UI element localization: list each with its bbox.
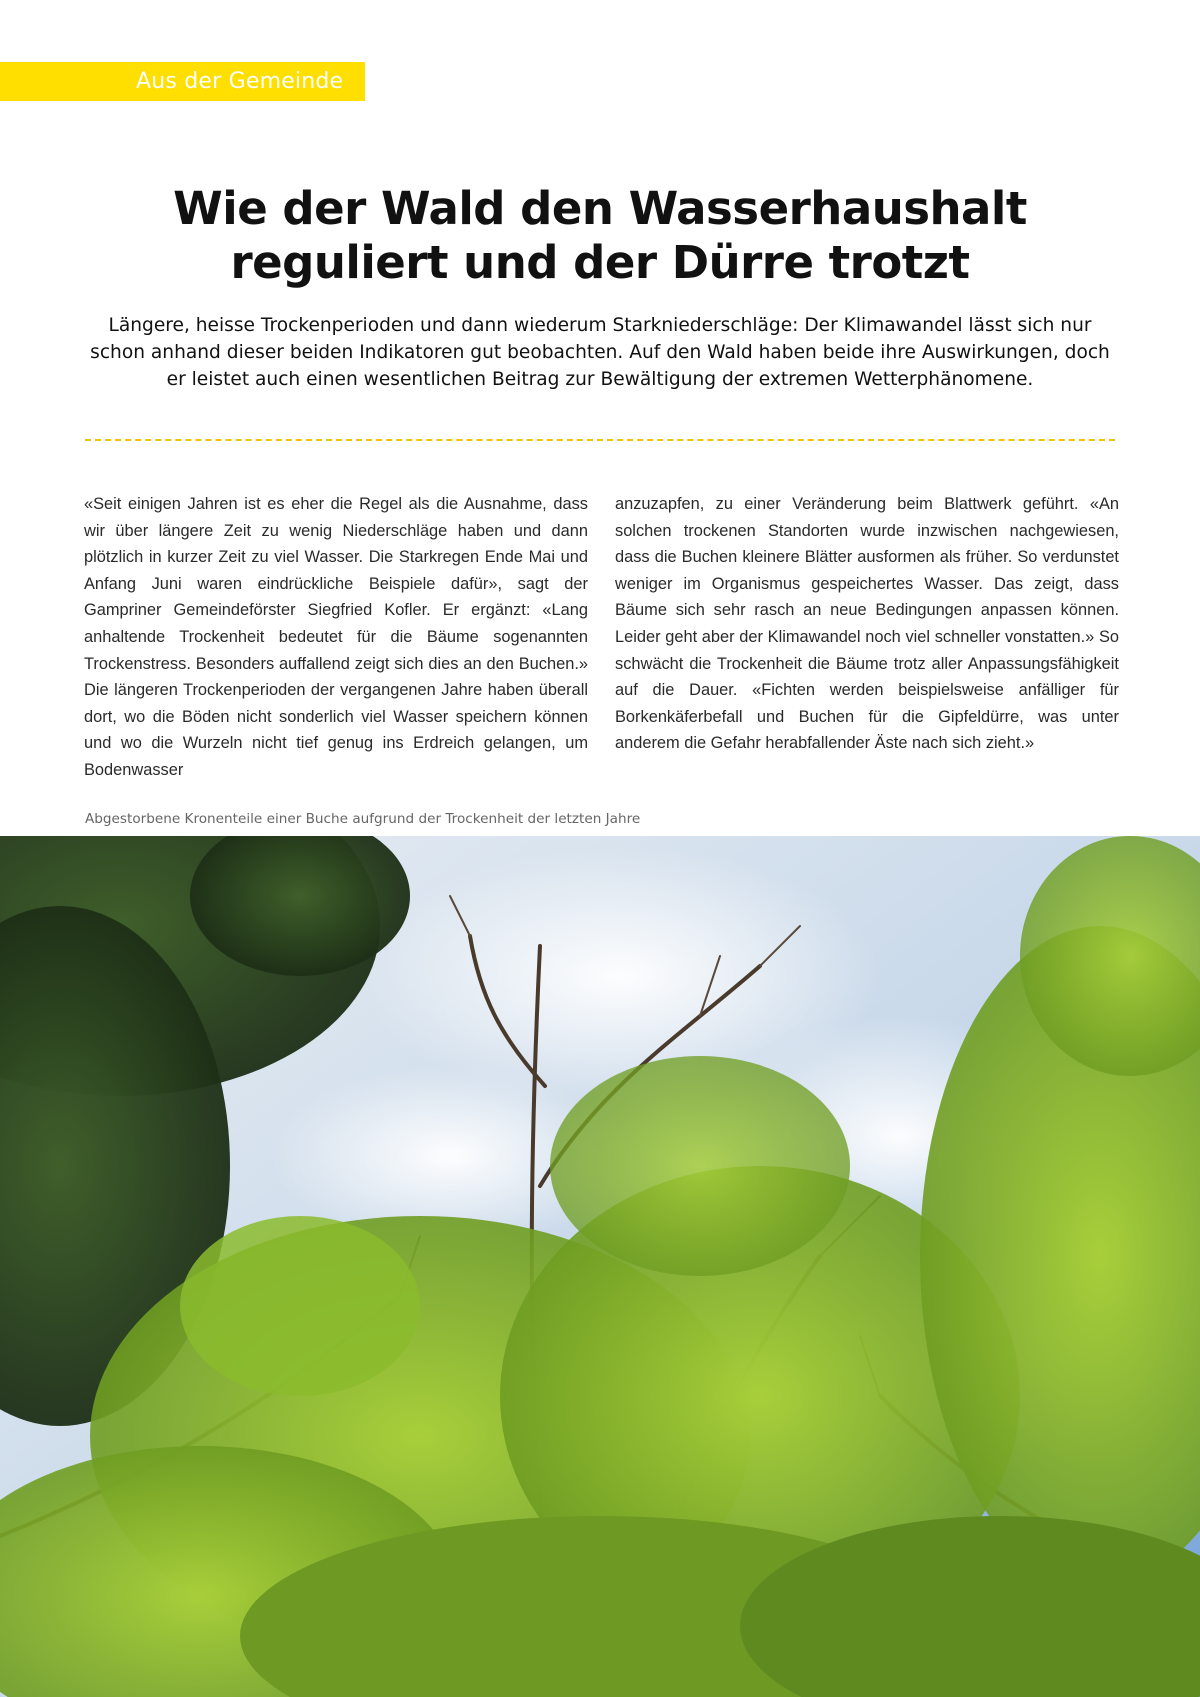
article-body <box>84 491 1119 784</box>
body-column-left: «Seit einigen Jahren ist es eher die Regel als die Ausnahme, dass wir über längere Zeit zu wenig Niederschläge haben und dann plötzlich in kurzer Zeit zu viel Wasser. Die Starkregen Ende Mai und Anfang Juni waren eindrückliche Beispiele dafür», sagt der Gampriner Gemeindeförster Siegfried Kofler. Er ergänzt: «Lang anhaltende Trockenheit bedeutet für die Bäume sogenannten Trockenstress. Besonders auffallend zeigt sich dies an den Buchen.» Die längeren Trockenperioden der vergangenen Jahre haben überall dort, wo die Böden nicht sonderlich viel Wasser speichern können und wo die Wurzeln nicht tief genug ins Erdreich gelangen, um Bodenwasser <box>84 495 588 779</box>
body-column-right: anzuzapfen, zu einer Veränderung beim Blattwerk geführt. «An solchen trockenen Standorten wurde inzwischen nachgewiesen, dass die Buchen kleinere Blätter ausformen als früher. So verdunstet weniger im Organismus gespeichertes Wasser. Das zeigt, dass Bäume sich sehr rasch an neue Bedingungen anpassen können. Leider geht aber der Klimawandel noch viel schneller vonstatten.» So schwächt die Trockenheit die Bäume trotz aller Anpassungsfähigkeit auf die Dauer. «Fichten werden beispielsweise anfälliger für Borkenkäferbefall und Buchen für die Gipfeldürre, was unter anderem die Gefahr herabfallender Äste nach sich zieht.» <box>615 495 1119 753</box>
section-label: Aus der Gemeinde <box>136 69 344 94</box>
forest-canopy-photo <box>0 836 1200 1697</box>
article-title <box>60 182 1140 290</box>
section-tag <box>0 62 365 101</box>
photo-caption: Abgestorbene Kronenteile einer Buche aufgrund der Trockenheit der letzten Jahre <box>85 811 641 827</box>
article-lead: Längere, heisse Trockenperioden und dann wiederum Starkniederschläge: Der Klimawandel lässt sich nur schon anhand dieser beiden Indikatoren gut beobachten. Auf den Wald haben beide ihre Auswirkungen, doch er leistet auch einen wesentlichen Beitrag zur Bewältigung der extremen Wetterphänomene. <box>90 315 1110 390</box>
article-title-line-2: reguliert und der Dürre trotzt <box>230 236 970 289</box>
dashed-divider <box>85 439 1115 441</box>
article-title-line-1: Wie der Wald den Wasserhaushalt <box>173 182 1027 235</box>
